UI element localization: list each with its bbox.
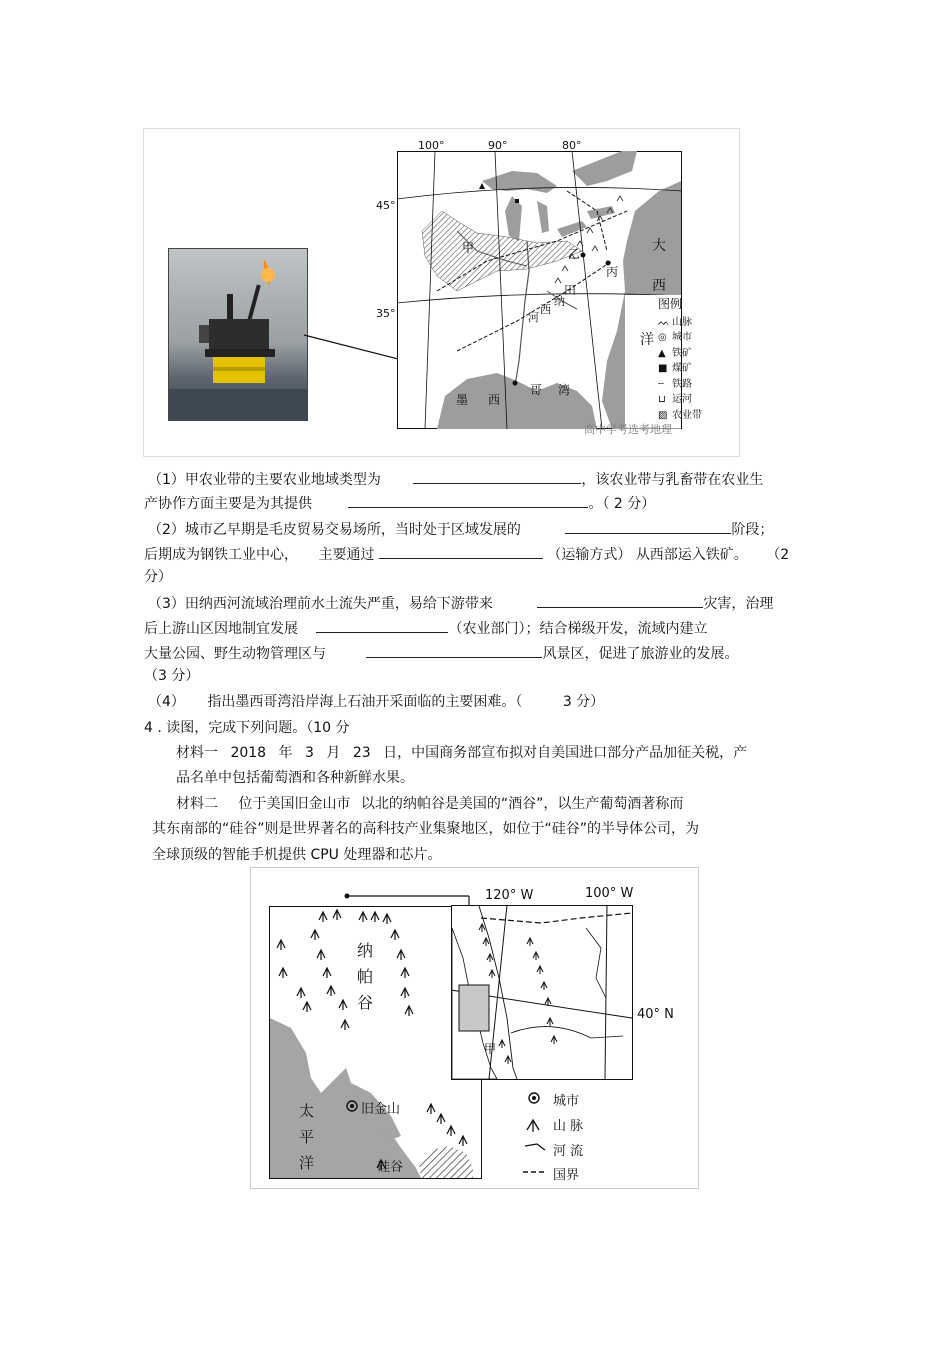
legend-canal: 运河 — [672, 394, 692, 405]
map1-figure — [143, 128, 740, 457]
farm-belt-icon: ▨ — [658, 409, 668, 421]
iron-mine-icon: ▲ — [658, 347, 666, 359]
pacific-label-1: 太 — [299, 1102, 315, 1120]
q2-text-e: （运输方式） — [547, 547, 632, 563]
q2-text-g: （2 — [766, 547, 790, 563]
q1-line1 — [148, 468, 763, 490]
map1-place-jia: 甲 — [462, 241, 475, 255]
lat-40n-label: 40° N — [637, 1007, 674, 1022]
q4-line — [148, 692, 604, 712]
legend-mountain-label: 山 脉 — [553, 1119, 584, 1134]
material1-line1 — [176, 743, 747, 763]
legend-coal: 煤矿 — [672, 363, 692, 374]
map1-lon-90: 90° — [488, 139, 508, 152]
m2-text-c: 以北的纳帕谷是美国的“酒谷”，以生产葡萄酒著称而 — [360, 796, 684, 812]
legend-farm: 农业带 — [672, 409, 702, 421]
q3-blank-3[interactable] — [366, 642, 542, 658]
legend-iron: 铁矿 — [672, 347, 692, 359]
q2-text-b: 阶段； — [731, 522, 774, 538]
map1-ocean-3: 洋 — [640, 332, 654, 348]
silicon-valley-label: 硅谷 — [377, 1160, 404, 1175]
q4-text-a: （4） — [148, 694, 185, 710]
q2-text-f: 从西部运入铁矿。 — [635, 547, 748, 563]
material2-line3: 全球顶级的智能手机提供 CPU 处理器和芯片。 — [152, 847, 442, 863]
q2-text-a: （2）城市乙早期是毛皮贸易交易场所，当时处于区域发展的 — [148, 522, 521, 538]
map2-figure — [250, 867, 699, 1189]
map1-lat-35: 35° — [376, 307, 396, 320]
q3-text-b: 灾害，治理 — [703, 596, 774, 612]
map1-gulf-3: 哥 — [530, 383, 543, 397]
m1-nian: 年 — [278, 745, 293, 761]
q3-line3 — [144, 642, 738, 664]
sf-label: 旧金山 — [361, 1102, 401, 1117]
map1-legend — [658, 297, 728, 423]
canal-icon: ⊔ — [658, 394, 666, 405]
material1-line2: 品名单中包括葡萄酒和各种新鲜水果。 — [176, 770, 414, 786]
map1-lat-45: 45° — [376, 199, 396, 212]
q4-text-c: 3 分） — [562, 694, 605, 710]
q3-text-c: 后上游山区因地制宜发展 — [144, 621, 298, 637]
q3-text-e: 大量公园、野生动物管理区与 — [144, 646, 326, 662]
city-icon: ◎ — [658, 332, 667, 343]
m1-label: 材料一 — [176, 745, 218, 761]
q3-line1 — [148, 592, 773, 614]
q3-blank-1[interactable] — [537, 592, 703, 608]
map1-place-bing: 丙 — [606, 265, 619, 279]
map1-lon-80: 80° — [562, 139, 582, 152]
material2-line2: 其东南部的“硅谷”则是世界著名的高科技产业集聚地区，如位于“硅谷”的半导体公司，为 — [152, 821, 700, 837]
map1-ocean-2: 西 — [652, 278, 666, 294]
legend-city-label: 城市 — [553, 1094, 580, 1109]
legend-railway: 铁路 — [672, 378, 692, 390]
map1-gulf-1: 墨 — [456, 393, 469, 407]
map1-lon-100: 100° — [418, 139, 445, 152]
q2-blank-2[interactable] — [379, 543, 543, 559]
legend-border-label: 国界 — [553, 1168, 580, 1183]
m1-day-num: 23 — [352, 745, 371, 761]
lon-100w-label: 100° W — [585, 886, 634, 901]
coal-mine-icon: ■ — [658, 363, 668, 374]
q2-text-d: 主要通过 — [318, 547, 375, 563]
m2-text-b: 位于美国旧金山市 — [238, 796, 351, 812]
map1-place-na: 纳 — [554, 295, 565, 308]
map1-gulf-2: 西 — [488, 393, 501, 407]
q1-blank-1[interactable] — [413, 468, 581, 484]
map1-ocean-1: 大 — [652, 238, 666, 254]
legend-river-label: 河 流 — [553, 1144, 584, 1159]
napa-label-3: 谷 — [357, 993, 374, 1012]
m1-yue: 月 — [326, 745, 341, 761]
q3-text-d: （农业部门）；结合梯级开发，流域内建立 — [448, 621, 708, 637]
q2-text-c: 后期成为钢铁工业中心， — [144, 547, 298, 563]
m1-month-num: 3 — [305, 745, 314, 761]
lon-120w-label: 120° W — [485, 888, 534, 903]
napa-label-1: 纳 — [357, 941, 374, 960]
map1-place-yi: 乙 — [568, 247, 581, 261]
q2-text-h: 分） — [144, 569, 172, 585]
q3-text-g: （3 分） — [144, 668, 200, 684]
q3-blank-2[interactable] — [316, 617, 448, 633]
watermark: 高中学考选考地理 — [584, 423, 672, 436]
q1-text-a: （1）甲农业带的主要农业地域类型为 — [148, 472, 381, 488]
q2-blank-1[interactable] — [565, 518, 731, 534]
pacific-label-2: 平 — [299, 1128, 315, 1146]
m1-year: 2018 — [230, 745, 267, 761]
section4-header: 4 . 读图，完成下列问题。（10 分 — [144, 720, 350, 736]
map1-place-xi: 西 — [540, 303, 551, 316]
legend-city: 城市 — [672, 332, 692, 343]
q2-line1 — [148, 518, 773, 540]
mountain-icon: ᨓ — [658, 316, 670, 328]
q1-text-c: 产协作方面主要是为其提供 — [144, 496, 312, 512]
legend-title: 图例 — [658, 297, 683, 311]
q3-text-f: 风景区，促进了旅游业的发展。 — [542, 646, 739, 662]
q1-text-b: ，该农业带与乳畜带在农业生 — [581, 472, 764, 488]
legend-mountain: 山脉 — [672, 316, 692, 328]
napa-label-2: 帕 — [357, 967, 374, 986]
q2-line3 — [144, 567, 172, 587]
q1-text-d: 。（ 2 分） — [588, 496, 656, 512]
pacific-label-3: 洋 — [299, 1154, 315, 1172]
map1-gulf-4: 湾 — [558, 383, 571, 397]
m2-label: 材料二 — [176, 796, 218, 812]
q3-text-a: （3）田纳西河流域治理前水土流失严重，易给下游带来 — [148, 596, 493, 612]
m1-text: 日，中国商务部宣布拟对自美国进口部分产品加征关税，产 — [383, 745, 748, 761]
inset-jia-label: 甲 — [484, 1042, 497, 1056]
map1-place-tian: 田 — [564, 283, 577, 297]
map1-place-he: 河 — [528, 311, 539, 324]
q2-line2 — [144, 543, 789, 565]
q3-line4 — [144, 666, 199, 686]
q4-text-b: 指出墨西哥湾沿岸海上石油开采面临的主要困难。（ — [207, 694, 523, 710]
material2-line1 — [176, 794, 683, 814]
q1-blank-2[interactable] — [348, 492, 588, 508]
railway-icon: ┄ — [658, 378, 665, 390]
q1-line2 — [144, 492, 655, 514]
q3-line2 — [144, 617, 707, 639]
